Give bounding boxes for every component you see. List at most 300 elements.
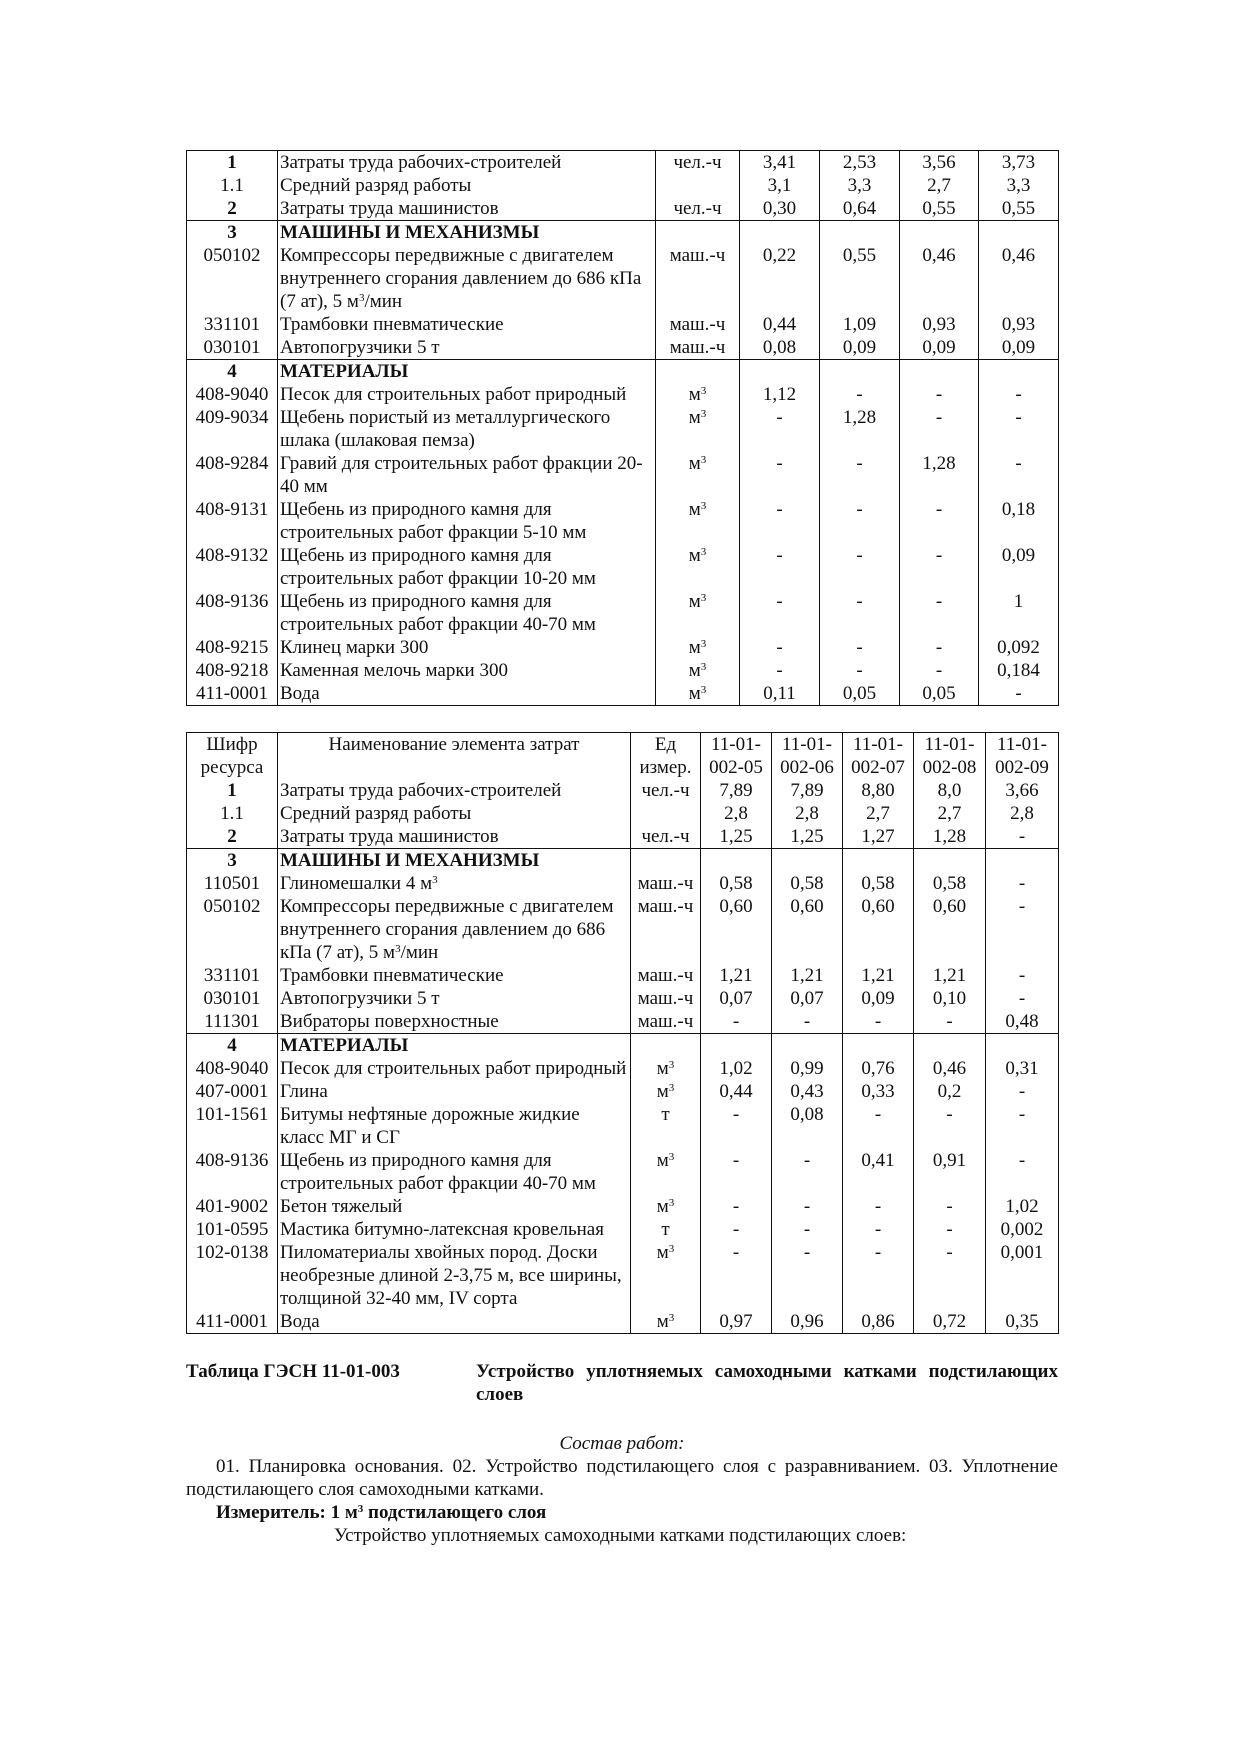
resource-value: - bbox=[820, 383, 900, 406]
resource-value: - bbox=[979, 406, 1059, 452]
resource-value: 2,7 bbox=[900, 174, 979, 197]
resource-name: Каменная мелочь марки 300 bbox=[278, 659, 656, 682]
resource-value: 0,10 bbox=[914, 987, 986, 1010]
resource-code: 408-9284 bbox=[187, 452, 278, 498]
resource-value bbox=[740, 221, 820, 245]
resource-name: Затраты труда рабочих-строителей bbox=[278, 151, 656, 175]
resource-value: 0,97 bbox=[701, 1310, 772, 1334]
table-row bbox=[187, 682, 1059, 706]
table-row bbox=[187, 1103, 1059, 1149]
resource-code: 407-0001 bbox=[187, 1080, 278, 1103]
resource-value: 2,53 bbox=[820, 151, 900, 175]
resource-value: 0,72 bbox=[914, 1310, 986, 1334]
table-row bbox=[187, 544, 1059, 590]
resource-value: - bbox=[986, 1149, 1059, 1195]
resource-value: 1,02 bbox=[701, 1057, 772, 1080]
resource-code: 110501 bbox=[187, 872, 278, 895]
table-row bbox=[187, 1080, 1059, 1103]
resource-name: Глина bbox=[278, 1080, 631, 1103]
header-col-3: 11-01-002-07 bbox=[843, 733, 914, 780]
resource-value: 8,80 bbox=[843, 779, 914, 802]
table-row bbox=[187, 1034, 1059, 1058]
resource-value: - bbox=[740, 406, 820, 452]
table-row bbox=[187, 636, 1059, 659]
resource-value: - bbox=[986, 825, 1059, 849]
resource-value: - bbox=[900, 383, 979, 406]
resource-value: 1,27 bbox=[843, 825, 914, 849]
resource-value: 2,7 bbox=[914, 802, 986, 825]
resource-value: 3,3 bbox=[979, 174, 1059, 197]
resource-name: Щебень из природного камня для строительных работ фракции 40-70 мм bbox=[278, 1149, 631, 1195]
resource-value: 0,08 bbox=[740, 336, 820, 360]
resource-value bbox=[843, 1034, 914, 1058]
table-caption bbox=[186, 1360, 1058, 1406]
resource-unit: маш.-ч bbox=[631, 895, 701, 964]
resource-value: - bbox=[820, 498, 900, 544]
resource-value: - bbox=[900, 659, 979, 682]
resource-code: 411-0001 bbox=[187, 1310, 278, 1334]
table-row bbox=[187, 1149, 1059, 1195]
resource-value bbox=[820, 221, 900, 245]
resource-code: 1.1 bbox=[187, 802, 278, 825]
resource-value: - bbox=[772, 1195, 843, 1218]
resource-code: 408-9132 bbox=[187, 544, 278, 590]
resource-value bbox=[820, 360, 900, 384]
resource-code: 3 bbox=[187, 221, 278, 245]
table-row bbox=[187, 1218, 1059, 1241]
resource-value: 1,02 bbox=[986, 1195, 1059, 1218]
resource-name: МАШИНЫ И МЕХАНИЗМЫ bbox=[278, 849, 631, 873]
resource-unit: $м^3$ bbox=[631, 1310, 701, 1334]
resource-value: - bbox=[820, 659, 900, 682]
resource-name: Средний разряд работы bbox=[278, 174, 656, 197]
resource-unit: $м^3$ bbox=[656, 452, 740, 498]
resource-value: 1 bbox=[979, 590, 1059, 636]
resource-code: 408-9136 bbox=[187, 590, 278, 636]
table-row bbox=[187, 1241, 1059, 1310]
resource-name: МАТЕРИАЛЫ bbox=[278, 360, 656, 384]
resource-value: 1,21 bbox=[843, 964, 914, 987]
resource-value: 0,58 bbox=[772, 872, 843, 895]
composition-heading: Состав работ: bbox=[559, 1433, 685, 1454]
resource-name: МАШИНЫ И МЕХАНИЗМЫ bbox=[278, 221, 656, 245]
resource-table-1 bbox=[186, 150, 1059, 706]
resource-value: - bbox=[740, 659, 820, 682]
resource-unit: маш.-ч bbox=[656, 336, 740, 360]
resource-value: 7,89 bbox=[701, 779, 772, 802]
table-row bbox=[187, 590, 1059, 636]
resource-value: 0,41 bbox=[843, 1149, 914, 1195]
resource-name: Клинец марки 300 bbox=[278, 636, 656, 659]
resource-name: Бетон тяжелый bbox=[278, 1195, 631, 1218]
resource-value: 0,93 bbox=[900, 313, 979, 336]
header-col-4: 11-01-002-08 bbox=[914, 733, 986, 780]
table-row bbox=[187, 383, 1059, 406]
resource-unit: $м^3$ bbox=[656, 590, 740, 636]
resource-value: - bbox=[979, 452, 1059, 498]
meter-line: Измеритель: 1 $м^3$ подстилающего слоя bbox=[216, 1502, 547, 1523]
resource-name: Вибраторы поверхностные bbox=[278, 1010, 631, 1034]
resource-value: 2,8 bbox=[986, 802, 1059, 825]
resource-code: 331101 bbox=[187, 313, 278, 336]
header-col-1: 11-01-002-05 bbox=[701, 733, 772, 780]
resource-value: 0,08 bbox=[772, 1103, 843, 1149]
resource-name: Компрессоры передвижные с двигателем внутреннего сгорания давлением до 686 кПа (7 ат), 5 $м^3$/мин bbox=[278, 244, 656, 313]
resource-value: 0,09 bbox=[979, 336, 1059, 360]
resource-value: - bbox=[914, 1103, 986, 1149]
resource-code: 050102 bbox=[187, 244, 278, 313]
resource-value: 1,28 bbox=[820, 406, 900, 452]
resource-value: 2,8 bbox=[701, 802, 772, 825]
resource-value: 0,55 bbox=[820, 244, 900, 313]
resource-unit bbox=[656, 174, 740, 197]
resource-value: 0,184 bbox=[979, 659, 1059, 682]
resource-value: - bbox=[979, 682, 1059, 706]
resource-value: 0,09 bbox=[843, 987, 914, 1010]
resource-unit: маш.-ч bbox=[631, 964, 701, 987]
resource-name: Вода bbox=[278, 682, 656, 706]
resource-value: 0,55 bbox=[900, 197, 979, 221]
resource-value: 0,91 bbox=[914, 1149, 986, 1195]
resource-value bbox=[772, 849, 843, 873]
resource-unit: $м^3$ bbox=[631, 1195, 701, 1218]
resource-value: 0,35 bbox=[986, 1310, 1059, 1334]
resource-name: Мастика битумно-латексная кровельная bbox=[278, 1218, 631, 1241]
resource-code: 1 bbox=[187, 151, 278, 175]
resource-value: 2,8 bbox=[772, 802, 843, 825]
resource-value: 0,58 bbox=[701, 872, 772, 895]
resource-unit: $м^3$ bbox=[656, 682, 740, 706]
resource-value: 1,28 bbox=[900, 452, 979, 498]
resource-value: 0,55 bbox=[979, 197, 1059, 221]
resource-value: 3,3 bbox=[820, 174, 900, 197]
resource-unit: $м^3$ bbox=[656, 383, 740, 406]
resource-code: 408-9040 bbox=[187, 1057, 278, 1080]
table-row bbox=[187, 987, 1059, 1010]
table-row bbox=[187, 964, 1059, 987]
resource-name: Средний разряд работы bbox=[278, 802, 631, 825]
resource-code: 4 bbox=[187, 360, 278, 384]
resource-value: 0,09 bbox=[979, 544, 1059, 590]
resource-value: 0,22 bbox=[740, 244, 820, 313]
resource-value: 3,1 bbox=[740, 174, 820, 197]
resource-value: 0,07 bbox=[701, 987, 772, 1010]
table-row bbox=[187, 779, 1059, 802]
resource-unit: маш.-ч bbox=[656, 313, 740, 336]
resource-value: 0,58 bbox=[843, 872, 914, 895]
resource-value: 0,58 bbox=[914, 872, 986, 895]
resource-code: 4 bbox=[187, 1034, 278, 1058]
caption-label: Таблица ГЭСН 11-01-003 bbox=[186, 1361, 400, 1382]
resource-value: 0,46 bbox=[900, 244, 979, 313]
resource-value: 0,44 bbox=[701, 1080, 772, 1103]
resource-value: - bbox=[914, 1010, 986, 1034]
resource-value: - bbox=[914, 1218, 986, 1241]
resource-code: 408-9131 bbox=[187, 498, 278, 544]
resource-value: 1,09 bbox=[820, 313, 900, 336]
resource-name: Пиломатериалы хвойных пород. Доски необрезные длиной 2-3,75 м, все ширины, толщиной 32-40 мм, IV сорта bbox=[278, 1241, 631, 1310]
resource-code: 331101 bbox=[187, 964, 278, 987]
resource-unit: чел.-ч bbox=[656, 197, 740, 221]
resource-value: 3,66 bbox=[986, 779, 1059, 802]
table-row bbox=[187, 244, 1059, 313]
resource-value: 1,21 bbox=[701, 964, 772, 987]
resource-code: 102-0138 bbox=[187, 1241, 278, 1310]
resource-unit bbox=[656, 360, 740, 384]
resource-value: 0,93 bbox=[979, 313, 1059, 336]
table-row bbox=[187, 174, 1059, 197]
resource-name: Щебень пористый из металлургического шлака (шлаковая пемза) bbox=[278, 406, 656, 452]
resource-unit: $м^3$ bbox=[631, 1149, 701, 1195]
resource-value: - bbox=[820, 544, 900, 590]
resource-value bbox=[914, 849, 986, 873]
resource-value: 0,96 bbox=[772, 1310, 843, 1334]
resource-unit: маш.-ч bbox=[631, 872, 701, 895]
resource-code: 1.1 bbox=[187, 174, 278, 197]
resource-value bbox=[986, 1034, 1059, 1058]
table-row bbox=[187, 1310, 1059, 1334]
table-row bbox=[187, 659, 1059, 682]
resource-value: - bbox=[843, 1010, 914, 1034]
resource-name: Затраты труда машинистов bbox=[278, 197, 656, 221]
header-col-5: 11-01-002-09 bbox=[986, 733, 1059, 780]
resource-value: 3,73 bbox=[979, 151, 1059, 175]
resource-name: Автопогрузчики 5 т bbox=[278, 987, 631, 1010]
resource-code: 101-1561 bbox=[187, 1103, 278, 1149]
resource-name: Щебень из природного камня для строительных работ фракции 40-70 мм bbox=[278, 590, 656, 636]
table-row bbox=[187, 221, 1059, 245]
table-row bbox=[187, 1057, 1059, 1080]
resource-value: - bbox=[979, 383, 1059, 406]
resource-value bbox=[986, 849, 1059, 873]
resource-value: - bbox=[740, 498, 820, 544]
resource-unit bbox=[631, 1034, 701, 1058]
resource-unit: $м^3$ bbox=[631, 1080, 701, 1103]
resource-code: 030101 bbox=[187, 336, 278, 360]
resource-code: 111301 bbox=[187, 1010, 278, 1034]
table-row bbox=[187, 872, 1059, 895]
resource-unit: чел.-ч bbox=[631, 825, 701, 849]
resource-value: - bbox=[900, 406, 979, 452]
resource-value: - bbox=[843, 1241, 914, 1310]
caption-title: Устройство уплотняемых самоходными катками подстилающих слоев bbox=[476, 1361, 1058, 1405]
resource-value: - bbox=[843, 1103, 914, 1149]
resource-value: 0,44 bbox=[740, 313, 820, 336]
resource-value: 1,21 bbox=[914, 964, 986, 987]
resource-code: 411-0001 bbox=[187, 682, 278, 706]
resource-value: 0,60 bbox=[772, 895, 843, 964]
resource-value: - bbox=[701, 1195, 772, 1218]
resource-value: 0,05 bbox=[820, 682, 900, 706]
table-row bbox=[187, 406, 1059, 452]
resource-value bbox=[843, 849, 914, 873]
table-row bbox=[187, 825, 1059, 849]
resource-value: 0,09 bbox=[820, 336, 900, 360]
table-row bbox=[187, 1010, 1059, 1034]
resource-value: 0,092 bbox=[979, 636, 1059, 659]
resource-value: - bbox=[986, 964, 1059, 987]
resource-value: 0,60 bbox=[701, 895, 772, 964]
resource-value: 1,28 bbox=[914, 825, 986, 849]
resource-value: - bbox=[701, 1149, 772, 1195]
resource-value: 0,33 bbox=[843, 1080, 914, 1103]
resource-code: 050102 bbox=[187, 895, 278, 964]
resource-value: - bbox=[914, 1195, 986, 1218]
resource-code: 401-9002 bbox=[187, 1195, 278, 1218]
resource-value bbox=[900, 360, 979, 384]
resource-value: 1,25 bbox=[772, 825, 843, 849]
resource-code: 030101 bbox=[187, 987, 278, 1010]
resource-value: - bbox=[820, 590, 900, 636]
resource-value: 0,46 bbox=[914, 1057, 986, 1080]
resource-value: 0,43 bbox=[772, 1080, 843, 1103]
resource-code: 101-0595 bbox=[187, 1218, 278, 1241]
resource-value: - bbox=[772, 1149, 843, 1195]
resource-value: 0,30 bbox=[740, 197, 820, 221]
resource-unit: $м^3$ bbox=[656, 544, 740, 590]
resource-unit: $м^3$ bbox=[656, 659, 740, 682]
resource-unit: $м^3$ bbox=[656, 406, 740, 452]
resource-code: 408-9215 bbox=[187, 636, 278, 659]
resource-value: - bbox=[900, 498, 979, 544]
resource-value bbox=[701, 849, 772, 873]
resource-value: - bbox=[820, 636, 900, 659]
resource-name: Щебень из природного камня для строительных работ фракции 10-20 мм bbox=[278, 544, 656, 590]
resource-name: Трамбовки пневматические bbox=[278, 313, 656, 336]
resource-value bbox=[772, 1034, 843, 1058]
table-row bbox=[187, 197, 1059, 221]
subtitle-line: Устройство уплотняемых самоходными катками подстилающих слоев: bbox=[334, 1525, 907, 1546]
header-code: Шифр ресурса bbox=[187, 733, 278, 780]
resource-value: 0,76 bbox=[843, 1057, 914, 1080]
resource-code: 1 bbox=[187, 779, 278, 802]
resource-value: - bbox=[900, 590, 979, 636]
resource-name: Песок для строительных работ природный bbox=[278, 1057, 631, 1080]
resource-value: - bbox=[986, 895, 1059, 964]
resource-value: - bbox=[820, 452, 900, 498]
table-row bbox=[187, 151, 1059, 175]
resource-value: 3,56 bbox=[900, 151, 979, 175]
resource-name: Компрессоры передвижные с двигателем внутреннего сгорания давлением до 686 кПа (7 ат), 5 $м^3$/мин bbox=[278, 895, 631, 964]
resource-value: 0,11 bbox=[740, 682, 820, 706]
resource-name: Глиномешалки 4 $м^3$ bbox=[278, 872, 631, 895]
table-row bbox=[187, 895, 1059, 964]
resource-value: 8,0 bbox=[914, 779, 986, 802]
table-row bbox=[187, 313, 1059, 336]
resource-table-2 bbox=[186, 732, 1059, 1334]
resource-value: - bbox=[986, 1103, 1059, 1149]
resource-unit bbox=[631, 802, 701, 825]
resource-code: 408-9136 bbox=[187, 1149, 278, 1195]
resource-value bbox=[740, 360, 820, 384]
resource-value: 3,41 bbox=[740, 151, 820, 175]
resource-value: 0,05 bbox=[900, 682, 979, 706]
resource-value: - bbox=[740, 590, 820, 636]
resource-value: - bbox=[772, 1218, 843, 1241]
resource-unit: $м^3$ bbox=[656, 636, 740, 659]
resource-value bbox=[914, 1034, 986, 1058]
resource-name: Затраты труда рабочих-строителей bbox=[278, 779, 631, 802]
resource-unit: чел.-ч bbox=[656, 151, 740, 175]
resource-unit bbox=[631, 849, 701, 873]
resource-value: 0,2 bbox=[914, 1080, 986, 1103]
resource-value: 1,21 bbox=[772, 964, 843, 987]
table-row bbox=[187, 849, 1059, 873]
resource-unit: маш.-ч bbox=[631, 1010, 701, 1034]
resource-unit: маш.-ч bbox=[656, 244, 740, 313]
resource-name: Битумы нефтяные дорожные жидкие класс МГ и СГ bbox=[278, 1103, 631, 1149]
resource-value: 0,31 bbox=[986, 1057, 1059, 1080]
resource-value bbox=[900, 221, 979, 245]
resource-value: - bbox=[986, 1080, 1059, 1103]
table-row bbox=[187, 1195, 1059, 1218]
resource-name: Песок для строительных работ природный bbox=[278, 383, 656, 406]
resource-code: 409-9034 bbox=[187, 406, 278, 452]
resource-value: - bbox=[772, 1010, 843, 1034]
resource-value: 0,60 bbox=[914, 895, 986, 964]
resource-value: 0,64 bbox=[820, 197, 900, 221]
resource-name: Гравий для строительных работ фракции 20-40 мм bbox=[278, 452, 656, 498]
header-unit: Ед измер. bbox=[631, 733, 701, 780]
table-row bbox=[187, 360, 1059, 384]
resource-value: - bbox=[843, 1218, 914, 1241]
resource-value bbox=[979, 221, 1059, 245]
resource-unit: $м^3$ bbox=[631, 1241, 701, 1310]
table-row bbox=[187, 498, 1059, 544]
resource-value: 0,48 bbox=[986, 1010, 1059, 1034]
document-page bbox=[186, 150, 1058, 1547]
composition-text: 01. Планировка основания. 02. Устройство подстилающего слоя с разравниванием. 03. Уплотнение подстилающего слоя самоходными катками. bbox=[186, 1456, 1058, 1500]
resource-value: - bbox=[740, 544, 820, 590]
resource-value: - bbox=[772, 1241, 843, 1310]
resource-value: - bbox=[740, 452, 820, 498]
resource-code: 3 bbox=[187, 849, 278, 873]
resource-value: 2,7 bbox=[843, 802, 914, 825]
resource-unit bbox=[656, 221, 740, 245]
resource-value: - bbox=[701, 1218, 772, 1241]
resource-value: 1,25 bbox=[701, 825, 772, 849]
table-row bbox=[187, 802, 1059, 825]
resource-value: - bbox=[701, 1103, 772, 1149]
resource-name: Щебень из природного камня для строительных работ фракции 5-10 мм bbox=[278, 498, 656, 544]
resource-value: - bbox=[740, 636, 820, 659]
header-name: Наименование элемента затрат bbox=[278, 733, 631, 780]
resource-unit: т bbox=[631, 1218, 701, 1241]
resource-unit: маш.-ч bbox=[631, 987, 701, 1010]
resource-value bbox=[979, 360, 1059, 384]
table-row bbox=[187, 452, 1059, 498]
resource-code: 408-9040 bbox=[187, 383, 278, 406]
resource-name: Затраты труда машинистов bbox=[278, 825, 631, 849]
resource-code: 408-9218 bbox=[187, 659, 278, 682]
resource-value: 1,12 bbox=[740, 383, 820, 406]
resource-value: - bbox=[986, 987, 1059, 1010]
resource-value: - bbox=[900, 636, 979, 659]
resource-value: 0,99 bbox=[772, 1057, 843, 1080]
resource-code: 2 bbox=[187, 197, 278, 221]
resource-unit: $м^3$ bbox=[631, 1057, 701, 1080]
resource-value: 0,09 bbox=[900, 336, 979, 360]
resource-code: 2 bbox=[187, 825, 278, 849]
resource-unit: чел.-ч bbox=[631, 779, 701, 802]
resource-unit: т bbox=[631, 1103, 701, 1149]
resource-name: Вода bbox=[278, 1310, 631, 1334]
resource-value: 0,86 bbox=[843, 1310, 914, 1334]
resource-name: Автопогрузчики 5 т bbox=[278, 336, 656, 360]
resource-value: 0,60 bbox=[843, 895, 914, 964]
resource-value bbox=[701, 1034, 772, 1058]
resource-value: 0,46 bbox=[979, 244, 1059, 313]
